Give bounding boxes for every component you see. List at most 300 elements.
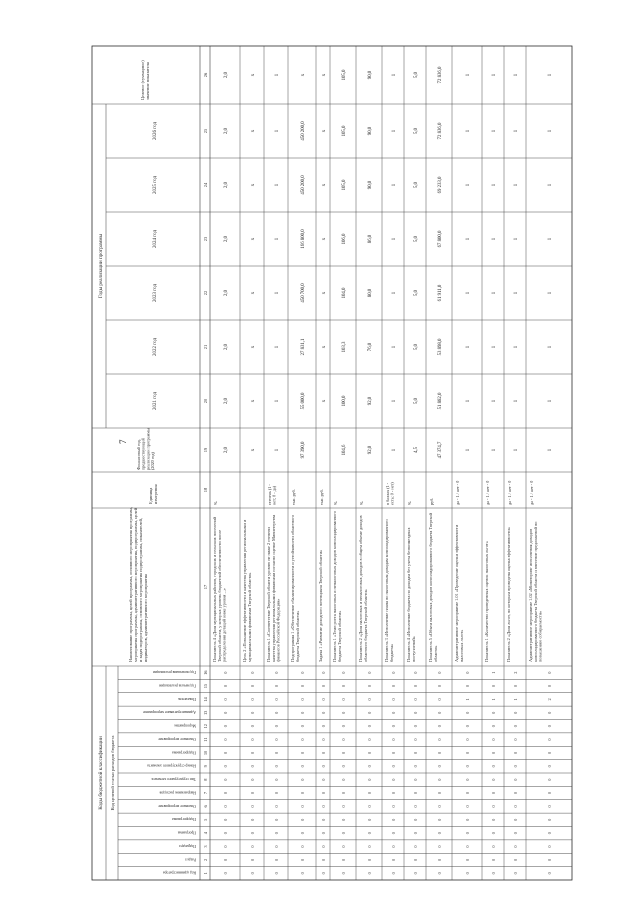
row-year-value: 5,0 — [414, 182, 419, 188]
header-code-label-1: Код администратора — [162, 870, 196, 875]
code-cell: 0 — [274, 805, 279, 808]
code-cell: 0 — [413, 805, 418, 808]
code-cell: 0 — [391, 765, 396, 768]
row-unit: да - 1 / нет - 0 — [455, 480, 460, 505]
code-cell: 0 — [250, 751, 255, 755]
code-cell: 2 — [547, 698, 552, 701]
header-code-label-11: Основное мероприятие — [158, 736, 196, 741]
row-year-value: x — [322, 399, 327, 403]
code-cell: 0 — [274, 832, 279, 835]
code-cell: 0 — [250, 791, 255, 795]
code-cell: 0 — [547, 778, 552, 781]
row-year-value: x — [322, 183, 327, 187]
code-cell: 0 — [321, 805, 326, 808]
code-cell: 0 — [437, 845, 442, 848]
code-cell: 0 — [513, 778, 518, 781]
code-cell: 0 — [321, 684, 326, 688]
row-year-value: 90,0 — [368, 180, 373, 190]
code-cell: 0 — [413, 845, 418, 848]
code-cell: 0 — [341, 725, 346, 728]
code-cell: 0 — [391, 845, 396, 848]
code-cell: 0 — [391, 738, 396, 741]
code-cell: 0 — [465, 711, 470, 714]
row-target-value: x — [322, 73, 327, 77]
row-year-value: 1 — [492, 183, 497, 187]
row-base-value: 1 — [275, 448, 280, 452]
row-year-value: 1 — [548, 183, 553, 187]
code-cell: 0 — [300, 845, 305, 848]
code-cell: 0 — [547, 684, 552, 688]
code-cell: 0 — [391, 778, 396, 781]
code-cell: 0 — [274, 872, 279, 875]
code-cell: 0 — [437, 872, 442, 875]
row-year-value: x — [322, 291, 327, 295]
header-year-2: 2022 год — [153, 337, 158, 357]
row-target-value: x — [301, 73, 306, 77]
header-year-1: 2021 год — [153, 391, 158, 411]
code-cell: 0 — [391, 698, 396, 701]
row-unit: тыс. руб. — [319, 489, 324, 505]
code-cell: 0 — [513, 751, 518, 755]
row-year-value: 1 — [275, 291, 280, 295]
row-year-value: 1 — [514, 129, 519, 133]
code-cell: 0 — [223, 858, 228, 862]
row-target-value: 1 — [492, 73, 497, 77]
code-cell: 0 — [367, 698, 372, 701]
header-code-label-10: Подпрограмма — [172, 750, 196, 755]
row-base-value: 4,5 — [414, 447, 419, 453]
code-cell: 0 — [547, 818, 552, 821]
code-cell: 0 — [341, 765, 346, 768]
code-cell: 0 — [391, 858, 396, 862]
code-cell: 0 — [413, 818, 418, 821]
row-year-value: 166 800,0 — [301, 229, 306, 249]
code-cell: 0 — [367, 671, 372, 674]
code-cell: 0 — [341, 684, 346, 688]
row-unit: % — [359, 501, 364, 505]
row-year-value: 1 — [275, 399, 280, 403]
code-cell: 0 — [413, 872, 418, 875]
code-cell: 0 — [391, 872, 396, 875]
code-cell: 0 — [367, 711, 372, 714]
row-year-value: 90,0 — [368, 126, 373, 136]
row-unit: % — [333, 501, 338, 505]
code-cell: 0 — [491, 684, 496, 688]
code-cell: 0 — [513, 872, 518, 875]
row-year-value: 1 — [548, 237, 553, 241]
code-cell: 0 — [413, 751, 418, 755]
code-cell: 0 — [437, 738, 442, 741]
row-year-value: 1 — [392, 129, 397, 133]
code-cell: 0 — [341, 698, 346, 701]
row-year-value: 1 — [514, 291, 519, 295]
code-cell: 0 — [547, 872, 552, 875]
row-year-value: 1 — [275, 237, 280, 241]
header-code-label-8: Тип структурного элемента — [151, 777, 196, 782]
code-cell: 0 — [300, 765, 305, 768]
code-cell: 0 — [547, 725, 552, 728]
code-cell: 0 — [274, 858, 279, 862]
code-cell: 0 — [391, 751, 396, 755]
code-cell: 0 — [250, 698, 255, 701]
header-codes-group: Коды бюджетной классификации — [98, 736, 104, 810]
code-cell: 0 — [250, 765, 255, 768]
row-target-value: 1 — [392, 73, 397, 77]
code-cell: 0 — [341, 671, 346, 674]
code-cell: 0 — [513, 684, 518, 688]
code-cell: 0 — [413, 791, 418, 795]
column-number: 18 — [203, 487, 208, 493]
row-base-value: 1 — [514, 448, 519, 452]
row-year-value: 1 — [275, 345, 280, 349]
code-cell: 0 — [513, 791, 518, 795]
code-cell: 0 — [413, 832, 418, 835]
column-number: 11 — [203, 737, 208, 742]
code-cell: 0 — [274, 765, 279, 768]
row-year-value: 1 — [548, 399, 553, 403]
row-year-value: 1 — [466, 291, 471, 295]
code-cell: 0 — [491, 725, 496, 728]
row-year-value: 1 — [466, 345, 471, 349]
code-cell: 0 — [300, 805, 305, 808]
row-unit: да - 1 / нет - 0 — [485, 480, 490, 505]
header-code-label-4: Программа — [177, 830, 196, 835]
column-number: 14 — [203, 697, 208, 702]
code-cell: 0 — [465, 845, 470, 848]
code-cell: 0 — [321, 751, 326, 755]
row-year-value: 1 — [548, 129, 553, 133]
code-cell: 0 — [465, 751, 470, 755]
code-cell: 0 — [491, 711, 496, 714]
row-year-value: 1 — [275, 129, 280, 133]
code-cell: 0 — [367, 725, 372, 728]
row-year-value: 1 — [514, 345, 519, 349]
code-cell: 0 — [437, 725, 442, 728]
code-cell: 0 — [547, 805, 552, 808]
row-year-value: 105,0 — [342, 125, 347, 137]
code-cell: 0 — [391, 791, 396, 795]
row-name: Показатель 1 «Темп роста налоговых и неналоговых доходов консолидированногобюджета Тверской области» — [332, 511, 342, 662]
code-cell: 0 — [513, 845, 518, 848]
code-cell: 0 — [513, 711, 518, 714]
code-cell: 0 — [491, 805, 496, 808]
code-cell: 0 — [437, 778, 442, 781]
code-cell: 0 — [367, 738, 372, 741]
table-rotated-group — [92, 46, 572, 880]
code-cell: 1 — [465, 698, 470, 701]
row-unit: % — [213, 501, 218, 505]
column-number: 3 — [203, 845, 208, 848]
code-cell: 0 — [465, 765, 470, 768]
code-cell: 0 — [513, 805, 518, 808]
code-cell: 0 — [223, 671, 228, 674]
row-year-value: 72 836,0 — [438, 122, 443, 140]
code-cell: 0 — [391, 725, 396, 728]
row-year-value: 105,0 — [342, 179, 347, 191]
header-plan-group: Годы реализации программы — [98, 233, 104, 299]
code-cell: 0 — [250, 738, 255, 741]
row-target-value: 72 836,0 — [438, 66, 443, 84]
code-cell: 0 — [321, 698, 326, 701]
code-cell: 0 — [341, 778, 346, 781]
code-cell: 0 — [300, 858, 305, 862]
code-cell: 0 — [300, 671, 305, 674]
code-cell: 0 — [491, 738, 496, 741]
row-year-value: 106,0 — [342, 233, 347, 245]
code-cell: 0 — [341, 791, 346, 795]
code-cell: 0 — [547, 738, 552, 741]
code-cell: 0 — [491, 872, 496, 875]
row-year-value: 2,0 — [224, 236, 229, 242]
row-year-value: 1 — [548, 345, 553, 349]
code-cell: 0 — [413, 858, 418, 862]
page-number: 7 — [118, 439, 128, 444]
row-year-value: 1 — [466, 399, 471, 403]
code-cell: 1 — [491, 671, 496, 674]
row-unit: да - 1 / нет - 0 — [507, 480, 512, 505]
code-cell: 0 — [274, 711, 279, 714]
row-year-value: 5,0 — [414, 236, 419, 242]
code-cell: 0 — [465, 778, 470, 781]
row-base-value: 1 — [466, 448, 471, 452]
column-number: 9 — [203, 765, 208, 768]
code-cell: 0 — [367, 818, 372, 821]
code-cell: 0 — [465, 725, 470, 728]
column-number: 15 — [203, 683, 208, 689]
code-cell: 0 — [413, 684, 418, 688]
row-year-value: 2,0 — [224, 182, 229, 188]
column-number: 24 — [203, 182, 208, 188]
row-year-value: 76,0 — [368, 342, 373, 352]
row-year-value: 1 — [466, 129, 471, 133]
row-name: Показатель 4 «Исполнение бюджета по доходам без учета безвозмездныхпоступлений» — [406, 527, 416, 662]
code-cell: 0 — [413, 698, 418, 701]
code-cell: 0 — [491, 832, 496, 835]
row-year-value: 61 911,0 — [438, 284, 443, 302]
row-year-value: 5,0 — [414, 398, 419, 404]
row-year-value: 1 — [492, 399, 497, 403]
row-name: Подпрограмма 1 «Обеспечение сбалансированности и устойчивости областногобюджета Тверской области» — [290, 514, 300, 662]
row-year-value: x — [251, 399, 256, 403]
row-base-value: 104,6 — [342, 444, 347, 456]
header-name-col: Наименование программы, целей программы, основного мероприятия программы,мероприятия программы, административного мероприятия, подпрограммы, целейи задач подпрограммы, основного мероприятия подпрограммы, показателей,индикаторов, административного мероприятия — [128, 506, 148, 662]
code-cell: 0 — [513, 765, 518, 768]
code-cell: 0 — [223, 845, 228, 848]
header-code-label-16: Год окончания реализации — [153, 670, 196, 675]
code-cell: 0 — [250, 725, 255, 728]
row-year-value: 69 233,0 — [438, 176, 443, 194]
row-unit: тыс. руб. — [291, 489, 296, 505]
column-number: 1 — [203, 872, 208, 875]
code-cell: 0 — [367, 805, 372, 808]
header-code-label-14: Показатель — [177, 696, 196, 701]
code-cell: 0 — [547, 671, 552, 674]
code-cell: 0 — [391, 684, 396, 688]
code-cell: 0 — [223, 725, 228, 728]
code-cell: 0 — [367, 778, 372, 781]
code-cell: 0 — [413, 738, 418, 741]
row-year-value: 2,0 — [224, 290, 229, 296]
code-cell: 0 — [321, 832, 326, 835]
code-cell: 0 — [491, 845, 496, 848]
row-target-value: 1 — [466, 73, 471, 77]
row-year-value: 1 — [466, 183, 471, 187]
header-code-label-12: Мероприятие — [174, 723, 196, 728]
row-year-value: 1 — [548, 291, 553, 295]
code-cell: 0 — [300, 832, 305, 835]
code-cell: 0 — [274, 698, 279, 701]
column-number: 23 — [203, 236, 208, 242]
code-cell: 0 — [513, 832, 518, 835]
code-cell: 0 — [341, 805, 346, 808]
code-cell: 0 — [250, 858, 255, 862]
row-year-value: 1 — [514, 399, 519, 403]
code-cell: 0 — [341, 751, 346, 755]
code-cell: 0 — [391, 711, 396, 714]
code-cell: 0 — [367, 765, 372, 768]
code-cell: 0 — [223, 805, 228, 808]
column-number: 4 — [203, 832, 208, 835]
row-year-value: 1 — [492, 345, 497, 349]
code-cell: 0 — [513, 818, 518, 821]
column-number: 10 — [203, 750, 208, 756]
code-cell: 0 — [465, 791, 470, 795]
code-cell: 0 — [391, 832, 396, 835]
code-cell: 0 — [413, 711, 418, 714]
code-cell: 0 — [491, 791, 496, 795]
code-cell: 0 — [547, 751, 552, 755]
row-target-value: 1 — [514, 73, 519, 77]
row-year-value: 5,0 — [414, 344, 419, 350]
column-number: 20 — [203, 398, 208, 404]
code-cell: 1 — [513, 698, 518, 701]
code-cell: 0 — [250, 671, 255, 674]
row-year-value: 100,0 — [342, 395, 347, 407]
header-code-label-3: Подраздел — [179, 843, 196, 848]
row-name: Цель 2 «Повышение эффективности и качества управления региональными имуниципальными финансами Тверской области» — [242, 519, 252, 662]
row-unit: в баллах (1 -есть; 0 - нет) — [385, 482, 395, 505]
row-name: Показатель 1 «Соответствие Тверской области уровню не ниже 2 степеникачества управления региональными финансами согласно оценке Министерствафинансов Российской Федерации» — [266, 514, 281, 662]
code-cell: 0 — [391, 818, 396, 821]
row-target-value: 1 — [275, 73, 280, 77]
code-cell: 0 — [274, 738, 279, 741]
row-year-value: 53 898,0 — [438, 338, 443, 356]
row-year-value: 1 — [492, 237, 497, 241]
row-year-value: 2,0 — [224, 128, 229, 134]
row-year-value: x — [251, 237, 256, 241]
column-number: 5 — [203, 818, 208, 821]
code-cell: 0 — [465, 684, 470, 688]
code-cell: 0 — [465, 858, 470, 862]
row-target-value: 105,0 — [342, 69, 347, 81]
column-number: 8 — [203, 778, 208, 781]
code-cell: 0 — [437, 791, 442, 795]
code-cell: 0 — [223, 738, 228, 741]
code-cell: 0 — [250, 711, 255, 714]
code-cell: 0 — [321, 765, 326, 768]
row-name: Административное мероприятие 1.02 «Мониторинг исполнения доходовконсолидированного бюджета Тверской области и внесение предложений поповышению собираемости» — [528, 521, 543, 662]
code-cell: 0 — [491, 858, 496, 862]
row-year-value: 1 — [466, 237, 471, 241]
code-cell: 0 — [321, 738, 326, 741]
row-base-value: 1 — [548, 448, 553, 452]
row-year-value: 1 — [275, 183, 280, 187]
header-base-col: Финансовый год,предшествующийреализации программы(2020 год) — [136, 428, 156, 470]
code-cell: 0 — [513, 738, 518, 741]
code-cell: 0 — [341, 845, 346, 848]
header-code-label-7: Направление расходов — [159, 790, 196, 795]
row-year-value: 51 882,0 — [438, 392, 443, 410]
code-cell: 0 — [300, 684, 305, 688]
code-cell: 0 — [223, 765, 228, 768]
code-cell: 0 — [437, 832, 442, 835]
code-cell: 0 — [274, 684, 279, 688]
code-cell: 0 — [300, 711, 305, 714]
code-cell: 0 — [465, 818, 470, 821]
row-year-value: 55 000,0 — [301, 392, 306, 410]
column-number: 2 — [203, 858, 208, 862]
code-cell: 0 — [321, 872, 326, 875]
header-unit-col: Единицаизмерения — [148, 484, 158, 504]
code-cell: 0 — [223, 684, 228, 688]
code-cell: 0 — [300, 778, 305, 781]
row-unit: руб. — [429, 497, 434, 505]
row-target-value: x — [251, 73, 256, 77]
code-cell: 0 — [341, 872, 346, 875]
row-year-value: 2,0 — [224, 398, 229, 404]
code-cell: 0 — [250, 818, 255, 821]
row-base-value: 1 — [392, 448, 397, 452]
row-target-value: 90,0 — [368, 70, 373, 80]
row-name: Показатель 2 «Доля льгот, по которым проведена оценка эффективности» — [506, 527, 511, 662]
header-code-label-6: Основное мероприятие — [158, 803, 196, 808]
row-year-value: 1 — [514, 237, 519, 241]
code-cell: 0 — [250, 832, 255, 835]
header-year-3: 2023 год — [153, 283, 158, 303]
code-cell: 0 — [367, 684, 372, 688]
table-frame — [92, 46, 572, 880]
row-year-value: 450 200,0 — [301, 121, 306, 141]
column-number: 16 — [203, 670, 208, 675]
header-code-label-15: Год начала реализации — [159, 683, 196, 688]
row-year-value: 104,0 — [342, 287, 347, 299]
code-cell: 0 — [300, 725, 305, 728]
code-cell: 0 — [223, 778, 228, 781]
row-target-value: 1 — [548, 73, 553, 77]
row-name: Показатель 1 «Количество проведенных оценок налоговых льгот» — [484, 541, 489, 662]
code-cell: 0 — [300, 872, 305, 875]
row-base-value: 1 — [492, 448, 497, 452]
code-cell: 0 — [300, 818, 305, 821]
code-cell: 1 — [491, 698, 496, 701]
row-year-value: 1 — [492, 129, 497, 133]
header-year-4: 2024 год — [153, 229, 158, 249]
row-base-value: 92,0 — [368, 445, 373, 455]
code-cell: 0 — [465, 671, 470, 674]
row-name: Административное мероприятие 1.01 «Проведение оценки эффективностиналоговых льгот» — [454, 524, 464, 662]
row-year-value: 80,0 — [368, 288, 373, 298]
code-cell: 0 — [341, 711, 346, 714]
row-year-value: 67 800,0 — [438, 230, 443, 248]
code-cell: 0 — [250, 778, 255, 781]
code-cell: 0 — [250, 684, 255, 688]
code-cell: 0 — [321, 725, 326, 728]
code-cell: 0 — [437, 805, 442, 808]
code-cell: 0 — [300, 698, 305, 701]
row-year-value: 103,3 — [342, 341, 347, 353]
code-cell: 0 — [413, 725, 418, 728]
code-cell: 0 — [321, 818, 326, 821]
